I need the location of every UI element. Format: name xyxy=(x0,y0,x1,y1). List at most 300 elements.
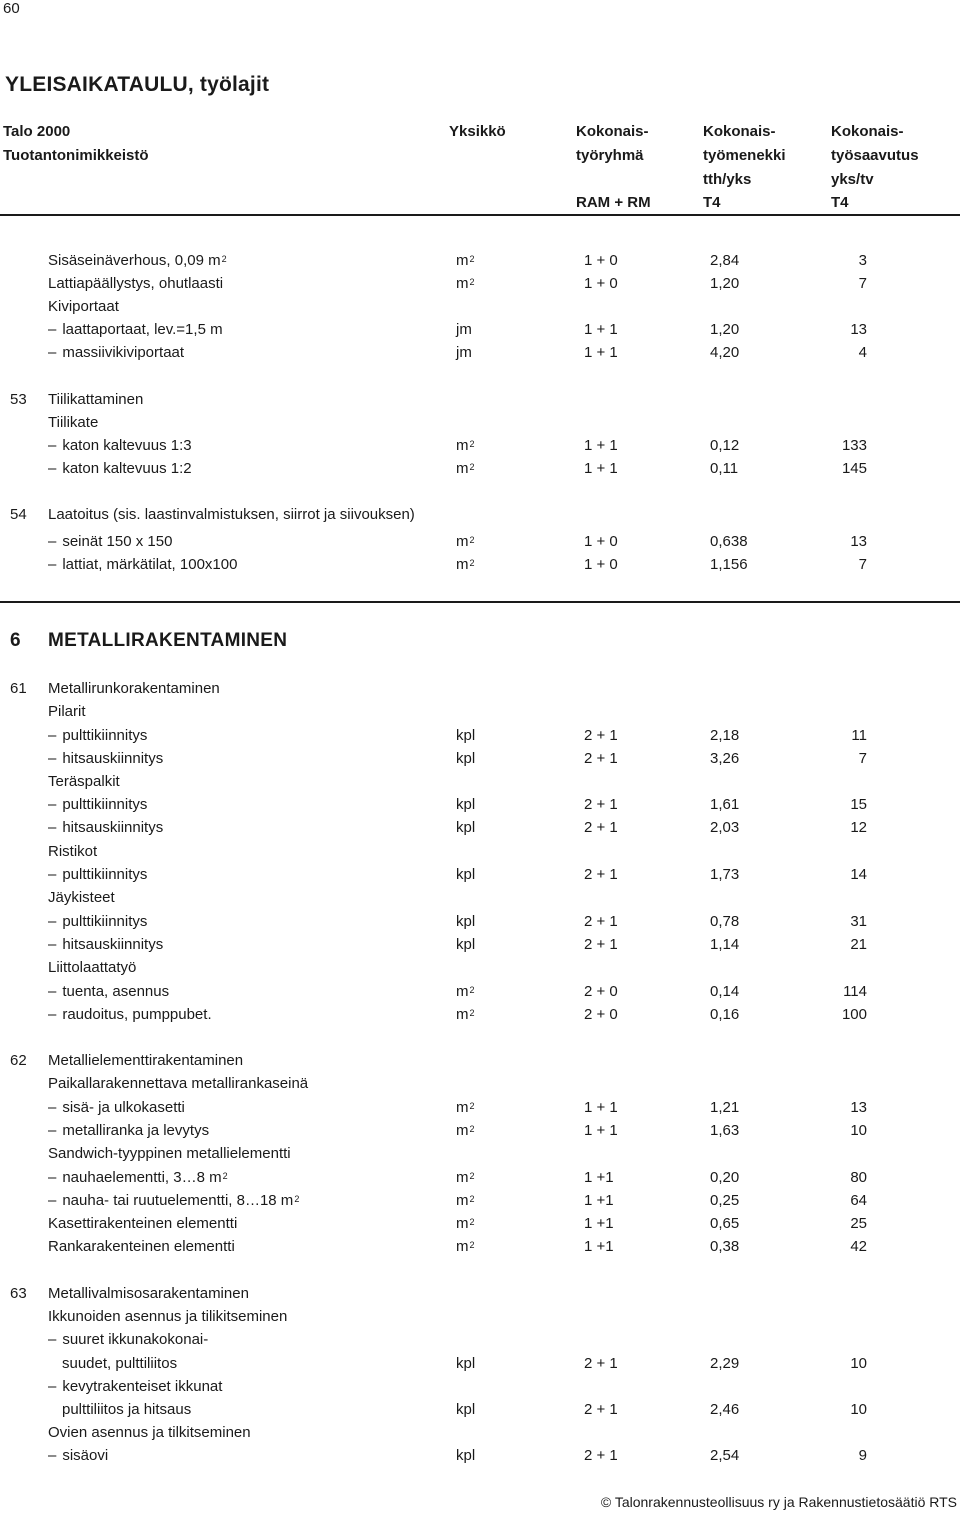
row-name-text: Tiilikattaminen xyxy=(48,391,144,408)
table-row xyxy=(0,1282,960,1305)
row-name-text: nauha- tai ruutuelementti, 8…18 m xyxy=(62,1192,294,1209)
row-crew-group: 1 +1 xyxy=(584,1169,614,1186)
row-name-text: kevytrakenteiset ikkunat xyxy=(62,1378,223,1395)
row-unit xyxy=(456,1212,475,1235)
row-unit xyxy=(456,1398,475,1421)
row-crew-group: 1 + 1 xyxy=(584,321,618,338)
row-crew-group: 1 +1 xyxy=(584,1238,614,1255)
superscript: 2 xyxy=(221,254,227,264)
row-name-text: Jäykisteet xyxy=(48,889,115,906)
dash-marker: – xyxy=(48,1006,57,1023)
superscript: 2 xyxy=(222,1171,228,1181)
superscript: 2 xyxy=(469,1101,475,1111)
row-unit xyxy=(456,747,475,770)
row-crew-group: 1 + 0 xyxy=(584,252,618,269)
table-row xyxy=(0,553,960,576)
row-name-text: suudet, pulttiliitos xyxy=(62,1355,178,1372)
row-name xyxy=(48,1096,185,1119)
row-crew-group: 2 + 1 xyxy=(584,936,618,953)
table-row xyxy=(0,1444,960,1467)
row-unit-text: kpl xyxy=(456,913,476,930)
row-productivity: 11 xyxy=(851,727,867,744)
row-name xyxy=(48,1072,308,1095)
footer-copyright: © Talonrakennusteollisuus ry ja Rakennustietosäätiö RTS xyxy=(600,1494,957,1510)
row-name-text: Teräspalkit xyxy=(48,773,120,790)
row-name-text: pulttiliitos ja hitsaus xyxy=(62,1401,192,1418)
row-labor-consumption: 0,638 xyxy=(710,533,748,550)
table-row xyxy=(0,318,960,341)
row-productivity: 10 xyxy=(850,1122,867,1139)
dash-marker: – xyxy=(48,1099,57,1116)
table-row xyxy=(0,249,960,272)
header-cell: T4 xyxy=(703,194,721,211)
row-name-text: Ristikot xyxy=(48,843,98,860)
row-name-text: Lattiapäällystys, ohutlaasti xyxy=(48,275,224,292)
row-name-text: Laatoitus (sis. laastinvalmistuksen, siirrot ja siivouksen) xyxy=(48,506,415,523)
superscript: 2 xyxy=(469,985,475,995)
table-row xyxy=(0,1142,960,1165)
row-unit xyxy=(456,1003,475,1026)
row-code: 61 xyxy=(10,680,27,697)
row-crew-group: 2 + 0 xyxy=(584,983,618,1000)
row-unit xyxy=(456,1096,475,1119)
row-unit xyxy=(456,933,475,956)
row-code: 62 xyxy=(10,1052,27,1069)
row-crew-group: 1 + 1 xyxy=(584,1122,618,1139)
row-productivity: 13 xyxy=(850,533,867,550)
row-name-text: sisäovi xyxy=(62,1447,109,1464)
row-unit-text: m xyxy=(456,460,469,477)
row-name-text: Paikallarakennettava metallirankaseinä xyxy=(48,1075,309,1092)
row-labor-consumption: 1,20 xyxy=(710,275,740,292)
row-name xyxy=(48,980,169,1003)
row-productivity: 64 xyxy=(850,1192,867,1209)
row-productivity: 7 xyxy=(858,750,867,767)
row-unit xyxy=(456,1444,475,1467)
header-cell: työsaavutus xyxy=(831,147,919,164)
row-name-text: Kiviportaat xyxy=(48,298,119,315)
row-productivity: 14 xyxy=(850,866,867,883)
row-unit-text: kpl xyxy=(456,1401,476,1418)
row-name-text: pulttikiinnitys xyxy=(62,913,148,930)
row-unit-text: kpl xyxy=(456,936,476,953)
row-name-text: Kasettirakenteinen elementti xyxy=(48,1215,238,1232)
row-crew-group: 1 + 1 xyxy=(584,460,618,477)
page-number: 60 xyxy=(3,0,20,17)
header-line3 xyxy=(0,168,960,191)
row-name xyxy=(48,1282,249,1305)
row-labor-consumption: 0,14 xyxy=(710,983,740,1000)
row-name xyxy=(48,1189,299,1212)
header-cell: työryhmä xyxy=(576,147,644,164)
row-name xyxy=(48,249,227,272)
row-labor-consumption: 0,25 xyxy=(710,1192,740,1209)
row-name-text: Rankarakenteinen elementti xyxy=(48,1238,235,1255)
row-labor-consumption: 2,84 xyxy=(710,252,740,269)
table-row xyxy=(0,1375,960,1398)
row-unit-text: m xyxy=(456,1122,469,1139)
row-labor-consumption: 0,78 xyxy=(710,913,740,930)
row-productivity: 7 xyxy=(858,275,867,292)
row-unit xyxy=(456,910,475,933)
row-name-text: Ikkunoiden asennus ja tilikitseminen xyxy=(48,1308,288,1325)
row-unit xyxy=(456,457,475,480)
table-row xyxy=(0,1096,960,1119)
table-row xyxy=(0,1049,960,1072)
row-labor-consumption: 0,12 xyxy=(710,437,740,454)
document-title: YLEISAIKATAULU, työlajit xyxy=(5,73,270,96)
row-unit xyxy=(456,1166,475,1189)
row-name xyxy=(48,1003,212,1026)
row-crew-group: 2 + 1 xyxy=(584,750,618,767)
table-row xyxy=(0,980,960,1003)
header-cell: Kokonais- xyxy=(576,123,649,140)
row-name xyxy=(48,1328,208,1351)
row-name xyxy=(62,1398,191,1421)
table-row xyxy=(0,747,960,770)
row-name-text: Tiilikate xyxy=(48,414,99,431)
row-productivity: 21 xyxy=(850,936,867,953)
row-name xyxy=(48,770,120,793)
row-unit-text: m xyxy=(456,556,469,573)
row-productivity: 13 xyxy=(850,321,867,338)
row-unit-text: kpl xyxy=(456,1447,476,1464)
table-row xyxy=(0,724,960,747)
row-crew-group: 2 + 1 xyxy=(584,819,618,836)
superscript: 2 xyxy=(469,254,475,264)
row-unit xyxy=(456,793,475,816)
row-code: 63 xyxy=(10,1285,27,1302)
row-crew-group: 1 + 1 xyxy=(584,1099,618,1116)
table-row xyxy=(0,933,960,956)
row-unit-text: jm xyxy=(456,321,472,338)
dash-marker: – xyxy=(48,983,57,1000)
row-name xyxy=(48,434,192,457)
row-name-text: METALLIRAKENTAMINEN xyxy=(48,630,288,651)
row-unit-text: kpl xyxy=(456,727,476,744)
superscript: 2 xyxy=(469,1240,475,1250)
row-name xyxy=(48,1305,287,1328)
table-row xyxy=(0,1305,960,1328)
row-unit-text: m xyxy=(456,1192,469,1209)
header-cell: Yksikkö xyxy=(449,123,506,140)
row-unit-text: m xyxy=(456,252,469,269)
table-row xyxy=(0,272,960,295)
dash-marker: – xyxy=(48,1122,57,1139)
row-name-text: laattaportaat, lev.=1,5 m xyxy=(62,321,223,338)
row-productivity: 9 xyxy=(858,1447,867,1464)
row-unit xyxy=(456,553,475,576)
row-labor-consumption: 0,11 xyxy=(710,460,739,477)
dash-marker: – xyxy=(48,344,57,361)
dash-marker: – xyxy=(48,533,57,550)
dash-marker: – xyxy=(48,460,57,477)
row-name-text: Sisäseinäverhous, 0,09 m xyxy=(48,252,221,269)
table-row xyxy=(0,863,960,886)
row-crew-group: 1 +1 xyxy=(584,1192,614,1209)
row-name xyxy=(48,272,223,295)
dash-marker: – xyxy=(48,321,57,338)
row-name-text: Liittolaattatyö xyxy=(48,959,137,976)
row-name xyxy=(48,530,172,553)
row-productivity: 31 xyxy=(850,913,867,930)
row-name-text: Sandwich-tyyppinen metallielementti xyxy=(48,1145,291,1162)
row-unit-text: m xyxy=(456,1006,469,1023)
row-name xyxy=(48,886,115,909)
row-name xyxy=(48,863,147,886)
row-unit xyxy=(456,816,475,839)
row-crew-group: 1 + 0 xyxy=(584,533,618,550)
superscript: 2 xyxy=(469,1171,475,1181)
row-name xyxy=(48,318,223,341)
superscript: 2 xyxy=(469,1124,475,1134)
table-row xyxy=(0,770,960,793)
row-crew-group: 1 + 0 xyxy=(584,556,618,573)
row-productivity: 3 xyxy=(858,252,867,269)
row-unit xyxy=(456,272,475,295)
row-unit xyxy=(456,434,475,457)
section-heading-row xyxy=(0,630,960,653)
row-crew-group: 2 + 1 xyxy=(584,1447,618,1464)
row-name xyxy=(48,1212,237,1235)
row-name-text: lattiat, märkätilat, 100x100 xyxy=(62,556,238,573)
row-labor-consumption: 1,20 xyxy=(710,321,740,338)
row-code: 54 xyxy=(10,506,27,523)
table-row xyxy=(0,434,960,457)
table-row xyxy=(0,956,960,979)
table-row xyxy=(0,530,960,553)
header-cell: Kokonais- xyxy=(831,123,904,140)
row-labor-consumption: 1,21 xyxy=(710,1099,740,1116)
row-name xyxy=(48,341,184,364)
row-crew-group: 2 + 1 xyxy=(584,866,618,883)
row-productivity: 10 xyxy=(850,1355,867,1372)
row-labor-consumption: 1,14 xyxy=(710,936,740,953)
row-productivity: 114 xyxy=(843,983,867,1000)
row-unit xyxy=(456,1119,475,1142)
table-row xyxy=(0,457,960,480)
row-unit-text: m xyxy=(456,1215,469,1232)
dash-marker: – xyxy=(48,796,57,813)
row-labor-consumption: 0,16 xyxy=(710,1006,740,1023)
header-line4 xyxy=(0,191,960,214)
row-name xyxy=(48,793,147,816)
superscript: 2 xyxy=(469,439,475,449)
row-name-text: massiivikiviportaat xyxy=(62,344,185,361)
row-productivity: 12 xyxy=(850,819,867,836)
row-crew-group: 1 + 0 xyxy=(584,275,618,292)
row-unit xyxy=(456,863,475,886)
superscript: 2 xyxy=(469,1194,475,1204)
row-unit-text: m xyxy=(456,1169,469,1186)
row-code: 53 xyxy=(10,391,27,408)
row-unit xyxy=(456,1189,475,1212)
row-name xyxy=(48,840,97,863)
row-labor-consumption: 1,61 xyxy=(710,796,740,813)
row-name-text: Metallivalmisosarakentaminen xyxy=(48,1285,249,1302)
section-rule xyxy=(0,601,960,603)
table-row xyxy=(0,1166,960,1189)
row-crew-group: 1 +1 xyxy=(584,1215,614,1232)
table-row xyxy=(0,816,960,839)
row-productivity: 42 xyxy=(850,1238,867,1255)
row-name xyxy=(48,388,143,411)
row-productivity: 15 xyxy=(850,796,867,813)
row-name xyxy=(48,553,237,576)
row-name-text: pulttikiinnitys xyxy=(62,796,148,813)
row-labor-consumption: 1,73 xyxy=(710,866,740,883)
row-name xyxy=(48,1166,228,1189)
row-name xyxy=(48,816,163,839)
row-name xyxy=(48,677,220,700)
row-crew-group: 1 + 1 xyxy=(584,344,618,361)
table-row xyxy=(0,341,960,364)
row-name-text: Metallielementtirakentaminen xyxy=(48,1052,244,1069)
superscript: 2 xyxy=(469,462,475,472)
row-name xyxy=(48,933,163,956)
row-name xyxy=(48,1142,291,1165)
row-labor-consumption: 2,46 xyxy=(710,1401,740,1418)
header-rule xyxy=(0,214,960,216)
row-name-text: pulttikiinnitys xyxy=(62,866,148,883)
header-cell: yks/tv xyxy=(831,171,874,188)
dash-marker: – xyxy=(48,866,57,883)
row-name xyxy=(48,1049,243,1072)
row-name-text: sisä- ja ulkokasetti xyxy=(62,1099,185,1116)
table-row xyxy=(0,793,960,816)
row-crew-group: 2 + 0 xyxy=(584,1006,618,1023)
header-cell: T4 xyxy=(831,194,849,211)
row-name-text: Metallirunkorakentaminen xyxy=(48,680,220,697)
row-name xyxy=(48,1235,235,1258)
header-cell: RAM + RM xyxy=(576,194,651,211)
row-name xyxy=(48,910,147,933)
row-labor-consumption: 0,65 xyxy=(710,1215,740,1232)
dash-marker: – xyxy=(48,750,57,767)
dash-marker: – xyxy=(48,1169,57,1186)
table-row xyxy=(0,1072,960,1095)
superscript: 2 xyxy=(469,277,475,287)
row-unit-text: kpl xyxy=(456,866,476,883)
row-unit-text: m xyxy=(456,275,469,292)
table-row xyxy=(0,1235,960,1258)
row-unit-text: m xyxy=(456,437,469,454)
row-labor-consumption: 2,03 xyxy=(710,819,740,836)
row-crew-group: 2 + 1 xyxy=(584,1355,618,1372)
row-name xyxy=(48,411,98,434)
row-crew-group: 2 + 1 xyxy=(584,796,618,813)
row-unit-text: kpl xyxy=(456,1355,476,1372)
row-name xyxy=(48,629,287,652)
row-productivity: 80 xyxy=(850,1169,867,1186)
row-name-text: metalliranka ja levytys xyxy=(62,1122,210,1139)
row-name-text: katon kaltevuus 1:2 xyxy=(62,460,192,477)
row-name-text: hitsauskiinnitys xyxy=(62,819,164,836)
row-crew-group: 1 + 1 xyxy=(584,437,618,454)
header-line2 xyxy=(0,144,960,167)
row-name xyxy=(62,1352,177,1375)
row-name xyxy=(48,747,163,770)
row-unit-text: m xyxy=(456,533,469,550)
row-productivity: 133 xyxy=(841,437,867,454)
row-name xyxy=(48,1444,108,1467)
row-unit-text: kpl xyxy=(456,750,476,767)
row-productivity: 145 xyxy=(841,460,867,477)
row-productivity: 10 xyxy=(850,1401,867,1418)
table-row xyxy=(0,1328,960,1351)
header-cell: Tuotantonimikkeistö xyxy=(3,147,149,164)
row-name-text: nauhaelementti, 3…8 m xyxy=(62,1169,222,1186)
row-crew-group: 2 + 1 xyxy=(584,727,618,744)
row-unit xyxy=(456,341,472,364)
row-productivity: 4 xyxy=(858,344,867,361)
header-cell: Talo 2000 xyxy=(3,123,71,140)
dash-marker: – xyxy=(48,727,57,744)
dash-marker: – xyxy=(48,819,57,836)
row-unit-text: jm xyxy=(456,344,472,361)
row-unit xyxy=(456,724,475,747)
table-row xyxy=(0,1352,960,1375)
row-name-text: seinät 150 x 150 xyxy=(62,533,173,550)
row-labor-consumption: 4,20 xyxy=(710,344,740,361)
row-name xyxy=(48,295,119,318)
row-name xyxy=(48,700,86,723)
row-unit xyxy=(456,980,475,1003)
row-name xyxy=(48,1119,209,1142)
row-unit xyxy=(456,249,475,272)
dash-marker: – xyxy=(48,437,57,454)
row-unit-text: kpl xyxy=(456,796,476,813)
row-name-text: katon kaltevuus 1:3 xyxy=(62,437,192,454)
superscript: 2 xyxy=(469,1008,475,1018)
superscript: 2 xyxy=(469,558,475,568)
dash-marker: – xyxy=(48,1378,57,1395)
row-unit-text: m xyxy=(456,1099,469,1116)
row-name-text: hitsauskiinnitys xyxy=(62,750,164,767)
row-unit-text: m xyxy=(456,983,469,1000)
dash-marker: – xyxy=(48,1331,57,1348)
row-unit xyxy=(456,318,472,341)
table-row xyxy=(0,840,960,863)
superscript: 2 xyxy=(469,535,475,545)
row-name-text: Pilarit xyxy=(48,703,86,720)
row-name-text: tuenta, asennus xyxy=(62,983,170,1000)
table-row xyxy=(0,503,960,526)
row-productivity: 13 xyxy=(850,1099,867,1116)
row-name xyxy=(48,503,415,526)
row-name-text: Ovien asennus ja tilkitseminen xyxy=(48,1424,251,1441)
row-unit-text: kpl xyxy=(456,819,476,836)
row-unit xyxy=(456,530,475,553)
table-row xyxy=(0,1421,960,1444)
dash-marker: – xyxy=(48,1447,57,1464)
row-crew-group: 2 + 1 xyxy=(584,1401,618,1418)
table-row xyxy=(0,910,960,933)
row-name xyxy=(48,1421,251,1444)
row-code: 6 xyxy=(10,630,21,651)
row-unit xyxy=(456,1235,475,1258)
dash-marker: – xyxy=(48,936,57,953)
row-labor-consumption: 0,38 xyxy=(710,1238,740,1255)
table-row xyxy=(0,1189,960,1212)
table-row xyxy=(0,1212,960,1235)
row-name-text: suuret ikkunakokonai- xyxy=(62,1331,209,1348)
header-cell: tth/yks xyxy=(703,171,752,188)
table-row xyxy=(0,1003,960,1026)
table-row xyxy=(0,1398,960,1421)
header-line1 xyxy=(0,120,960,143)
dash-marker: – xyxy=(48,1192,57,1209)
